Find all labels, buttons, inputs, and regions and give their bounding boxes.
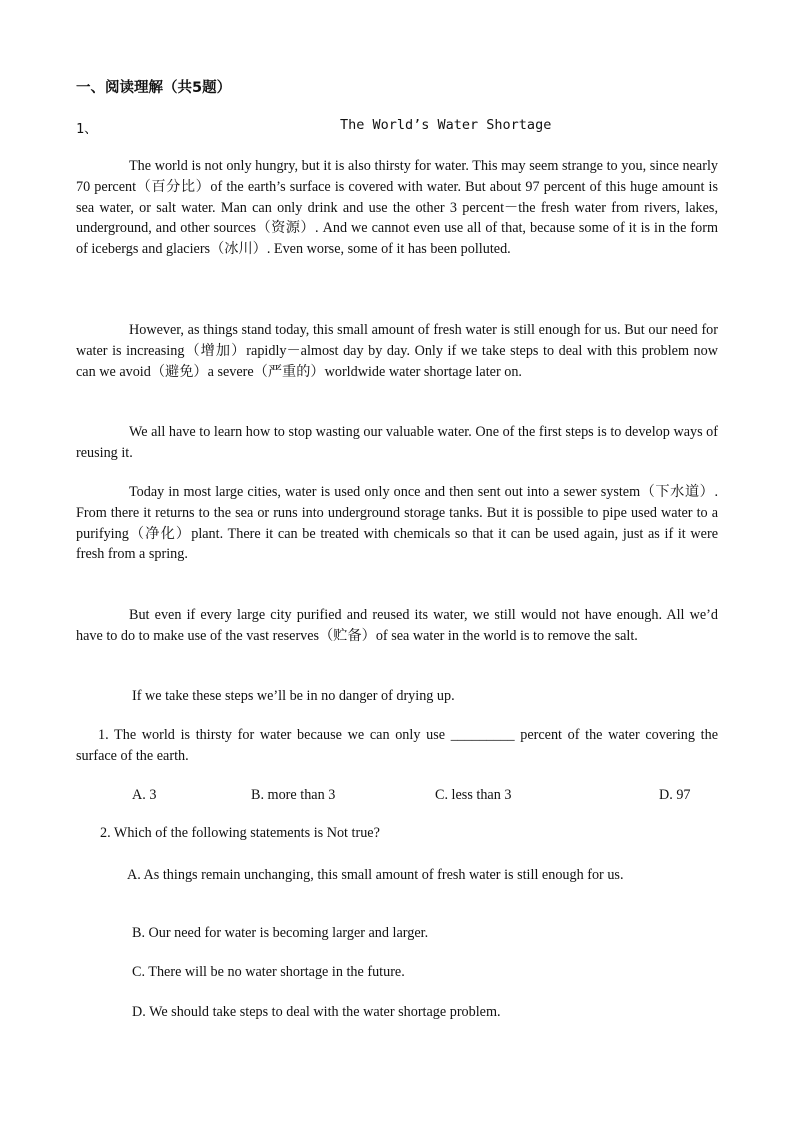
question-number: 1、 [76, 121, 98, 137]
passage-paragraph-1: The world is not only hungry, but it is also thirsty for water. This may seem strange to you, since nearly 70 percent（百分比）of the earth’s surface is covered with water. But about 97 percent of this huge amount is sea water, or salt water. Man can only drink and use the other 3 percent－the fresh water from rivers, lakes, underground, and other sources（资源）. And we cannot even use all of that, because some of it is in the form of icebergs and glaciers（冰川）. Even worse, some of it has been polluted. [76, 158, 718, 258]
question-2-option-d: D. We should take steps to deal with the water shortage problem. [132, 1004, 501, 1020]
question-1-option-b: B. more than 3 [251, 787, 336, 803]
question-1-option-d: D. 97 [659, 787, 691, 803]
passage-paragraph-6: If we take these steps we’ll be in no danger of drying up. [132, 688, 455, 704]
question-2-option-a: A. As things remain unchanging, this small amount of fresh water is still enough for us. [127, 867, 624, 883]
passage-paragraph-5: But even if every large city purified and reused its water, we still would not have enough. All we’d have to do to make use of the vast reserves（贮备）of sea water in the world is to remove the salt. [76, 607, 718, 644]
passage-paragraph-2: However, as things stand today, this small amount of fresh water is still enough for us. But our need for water is increasing（增加）rapidly－almost day by day. Only if we take steps to deal with this problem now can we avoid（避免）a severe（严重的）worldwide water shortage later on. [76, 322, 718, 380]
section-title: 一、阅读理解（共5题） [76, 80, 232, 96]
question-1-stem: 1. The world is thirsty for water because we can only use _________ percent of the water covering the surface of the earth. [76, 727, 718, 764]
passage-paragraph-4: Today in most large cities, water is used only once and then sent out into a sewer system（下水道）. From there it returns to the sea or runs into underground storage tanks. But it is possible to pipe used water to a purifying（净化）plant. There it can be treated with chemicals so that it can be used again, just as if it were fresh from a spring. [76, 484, 718, 563]
question-2-option-b: B. Our need for water is becoming larger and larger. [132, 925, 429, 941]
passage-paragraph-3: We all have to learn how to stop wasting our valuable water. One of the first steps is to develop ways of reusing it. [76, 424, 718, 461]
question-2-option-c: C. There will be no water shortage in the future. [132, 964, 405, 980]
question-1-option-c: C. less than 3 [435, 787, 512, 803]
question-2-stem: 2. Which of the following statements is Not true? [100, 825, 380, 841]
passage-title: The World’s Water Shortage [340, 117, 552, 133]
question-1-option-a: A. 3 [132, 787, 157, 803]
